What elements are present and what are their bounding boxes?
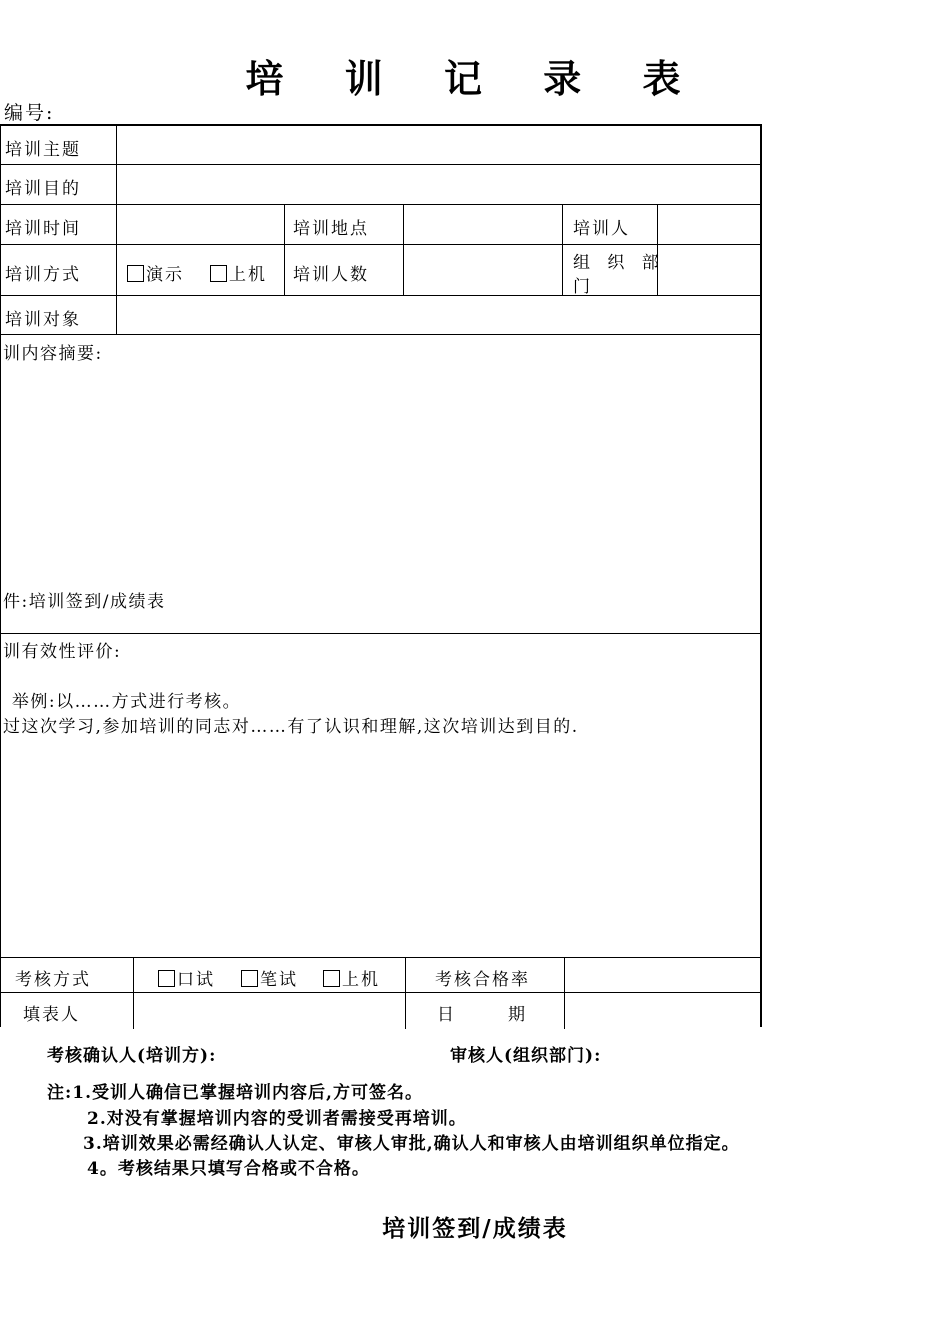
row-divider — [1, 204, 761, 205]
location-field[interactable] — [406, 207, 559, 242]
evaluation-example: 举例:以……方式进行考核。 — [5, 692, 242, 712]
note-item: 4。考核结果只填写合格或不合格。 — [87, 1159, 370, 1179]
attachment-note: 件:培训签到/成绩表 — [3, 592, 166, 612]
training-record-table — [0, 124, 762, 1027]
note-item: 3.培训效果必需经确认人认定、审核人审批,确认人和审核人由培训组织单位指定。 — [83, 1134, 740, 1154]
column-divider — [284, 204, 285, 295]
topic-label: 培训主题 — [5, 140, 81, 160]
row-divider — [1, 164, 761, 165]
organizing-dept-label-cont: 门 — [573, 277, 592, 297]
date-field[interactable] — [567, 994, 759, 1027]
time-field[interactable] — [119, 207, 281, 242]
form-filler-field[interactable] — [136, 994, 402, 1027]
section-subtitle: 培训签到/成绩表 — [382, 1215, 568, 1242]
column-divider — [403, 204, 404, 295]
note-item: 2.对没有掌握培训内容的受训者需接受再培训。 — [87, 1109, 467, 1129]
checkbox-icon[interactable] — [241, 970, 258, 987]
purpose-field[interactable] — [119, 167, 759, 202]
method-label: 培训方式 — [5, 265, 81, 285]
purpose-label: 培训目的 — [5, 179, 81, 199]
assessment-confirmer-label: 考核确认人(培训方): — [47, 1046, 217, 1066]
checkbox-icon[interactable] — [210, 265, 227, 282]
method-option-demo[interactable]: 演示 — [127, 260, 184, 285]
form-filler-label: 填表人 — [23, 1005, 80, 1025]
assessment-method-label: 考核方式 — [15, 970, 91, 990]
organizing-dept-label: 组 织 部 — [573, 253, 665, 273]
row-divider — [1, 244, 761, 245]
row-divider — [1, 295, 761, 296]
participant-count-label: 培训人数 — [293, 265, 369, 285]
assessment-option-written[interactable]: 笔试 — [241, 965, 298, 990]
method-option-computer[interactable]: 上机 — [210, 260, 267, 285]
column-divider — [564, 957, 565, 1029]
location-label: 培训地点 — [293, 219, 369, 239]
audience-field[interactable] — [119, 297, 759, 332]
column-divider — [562, 204, 563, 295]
audience-label: 培训对象 — [5, 310, 81, 330]
row-divider — [1, 334, 761, 335]
evaluation-label: 训有效性评价: — [3, 642, 122, 662]
checkbox-icon[interactable] — [323, 970, 340, 987]
column-divider — [133, 957, 134, 1029]
page-title: 培 训 记 录 表 — [245, 56, 705, 101]
time-label: 培训时间 — [5, 219, 81, 239]
summary-field[interactable] — [5, 364, 759, 574]
column-divider — [116, 126, 117, 334]
date-label: 日 期 — [437, 1005, 526, 1025]
topic-field[interactable] — [119, 128, 759, 162]
row-divider — [1, 957, 761, 958]
assessment-option-computer[interactable]: 上机 — [323, 965, 380, 990]
row-divider — [1, 992, 761, 993]
evaluation-summary: 过这次学习,参加培训的同志对……有了认识和理解,这次培训达到目的. — [3, 717, 579, 737]
pass-rate-field[interactable] — [567, 959, 759, 990]
reviewer-label: 审核人(组织部门): — [450, 1046, 602, 1066]
column-divider — [405, 957, 406, 1029]
row-divider — [1, 633, 761, 634]
summary-label: 训内容摘要: — [3, 344, 103, 364]
checkbox-icon[interactable] — [127, 265, 144, 282]
note-item: 注:1.受训人确信已掌握培训内容后,方可签名。 — [47, 1083, 423, 1103]
checkbox-icon[interactable] — [158, 970, 175, 987]
trainer-field[interactable] — [660, 207, 759, 242]
assessment-option-oral[interactable]: 口试 — [158, 965, 215, 990]
trainer-label: 培训人 — [573, 219, 630, 239]
record-number-label: 编号: — [4, 102, 55, 124]
organizing-dept-field[interactable] — [660, 247, 759, 293]
participant-count-field[interactable] — [406, 247, 559, 293]
pass-rate-label: 考核合格率 — [435, 970, 530, 990]
